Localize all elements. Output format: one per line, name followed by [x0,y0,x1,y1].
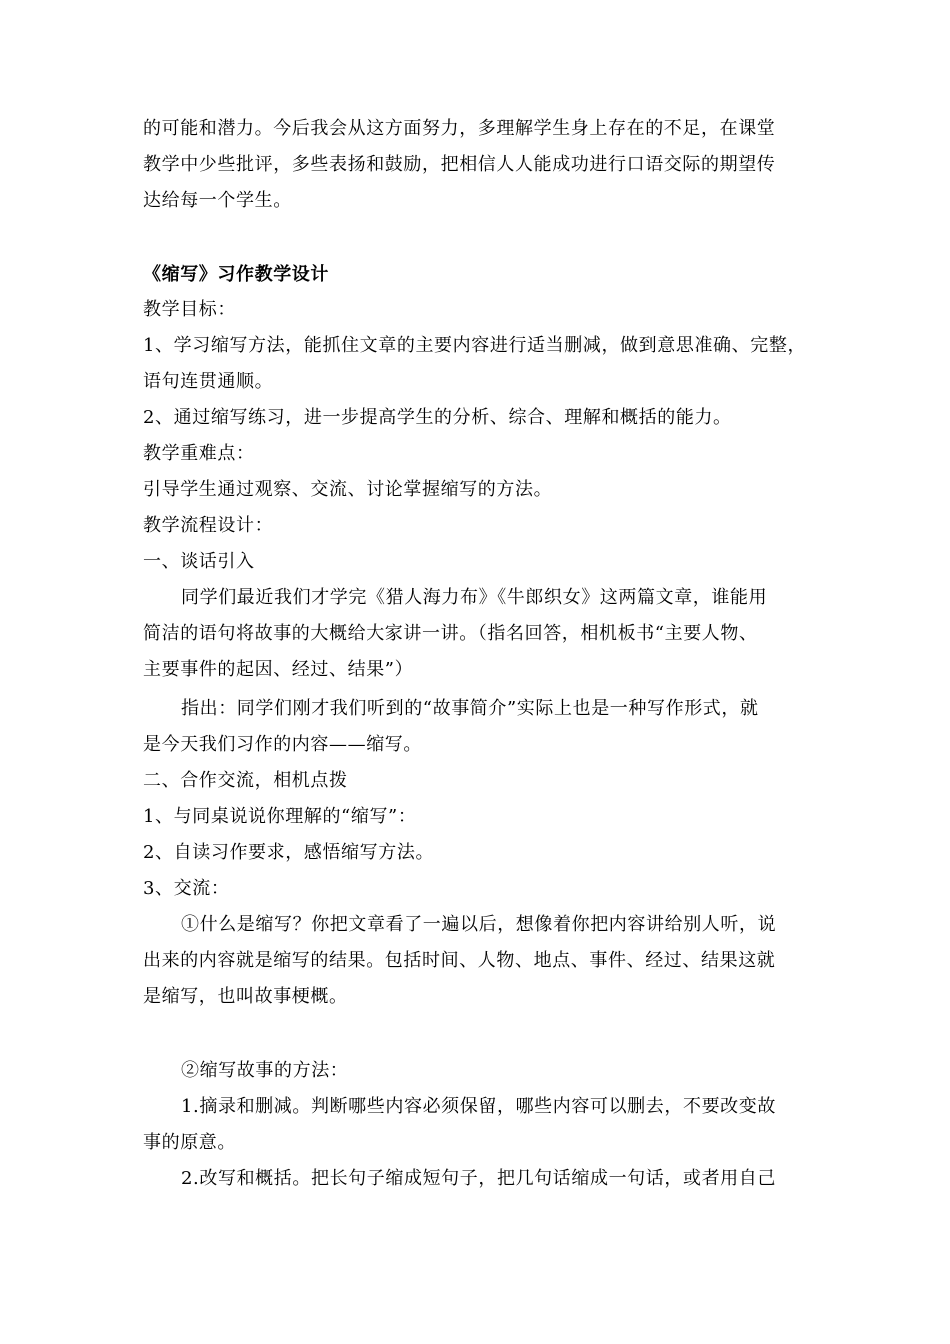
list-item: 2、自读习作要求，感悟缩写方法。 [143,842,435,863]
objective-item: 2、通过缩写练习，进一步提高学生的分析、综合、理解和概括的能力。 [143,407,732,428]
objective-item: 1、学习缩写方法，能抓住文章的主要内容进行适当删减，做到意思准确、完整， [143,335,807,356]
paragraph-line: ①什么是缩写？你把文章看了一遍以后，想像着你把内容讲给别人听，说 [181,914,777,935]
list-item: 1、与同桌说说你理解的“缩写”： [143,806,417,827]
heading-procedure: 教学流程设计： [143,515,274,536]
paragraph-line: 指出：同学们刚才我们听到的“故事简介”实际上也是一种写作形式，就 [181,698,759,719]
section-title: 《缩写》习作教学设计 [143,264,329,285]
paragraph-line: 是缩写，也叫故事梗概。 [143,986,348,1007]
paragraph-line: 事的原意。 [143,1132,236,1153]
paragraph-line: ②缩写故事的方法： [181,1060,349,1081]
paragraph-line: 是今天我们习作的内容——缩写。 [143,734,422,755]
paragraph-line: 主要事件的起因、经过、结果”） [143,659,414,680]
step-heading: 二、合作交流，相机点拨 [143,770,348,791]
paragraph-line: 的可能和潜力。今后我会从这方面努力，多理解学生身上存在的不足，在课堂 [143,118,776,139]
paragraph-line: 同学们最近我们才学完《猎人海力布》《牛郎织女》这两篇文章，谁能用 [181,587,768,608]
step-heading: 一、谈话引入 [143,551,255,572]
objective-item-continued: 语句连贯通顺。 [143,371,274,392]
heading-objectives: 教学目标： [143,299,236,320]
paragraph-line: 达给每一个学生。 [143,190,292,211]
paragraph-line: 出来的内容就是缩写的结果。包括时间、人物、地点、事件、经过、结果这就 [143,950,776,971]
key-points-text: 引导学生通过观察、交流、讨论掌握缩写的方法。 [143,479,553,500]
paragraph-line: 教学中少些批评，多些表扬和鼓励，把相信人人能成功进行口语交际的期望传 [143,154,776,175]
list-item: 3、交流： [143,878,230,899]
paragraph-line: 1.摘录和删减。判断哪些内容必须保留，哪些内容可以删去，不要改变故 [181,1096,776,1117]
paragraph-line: 简洁的语句将故事的大概给大家讲一讲。（指名回答，相机板书“主要人物、 [143,623,758,644]
paragraph-line: 2.改写和概括。把长句子缩成短句子，把几句话缩成一句话，或者用自己 [181,1168,776,1189]
heading-key-points: 教学重难点： [143,443,255,464]
